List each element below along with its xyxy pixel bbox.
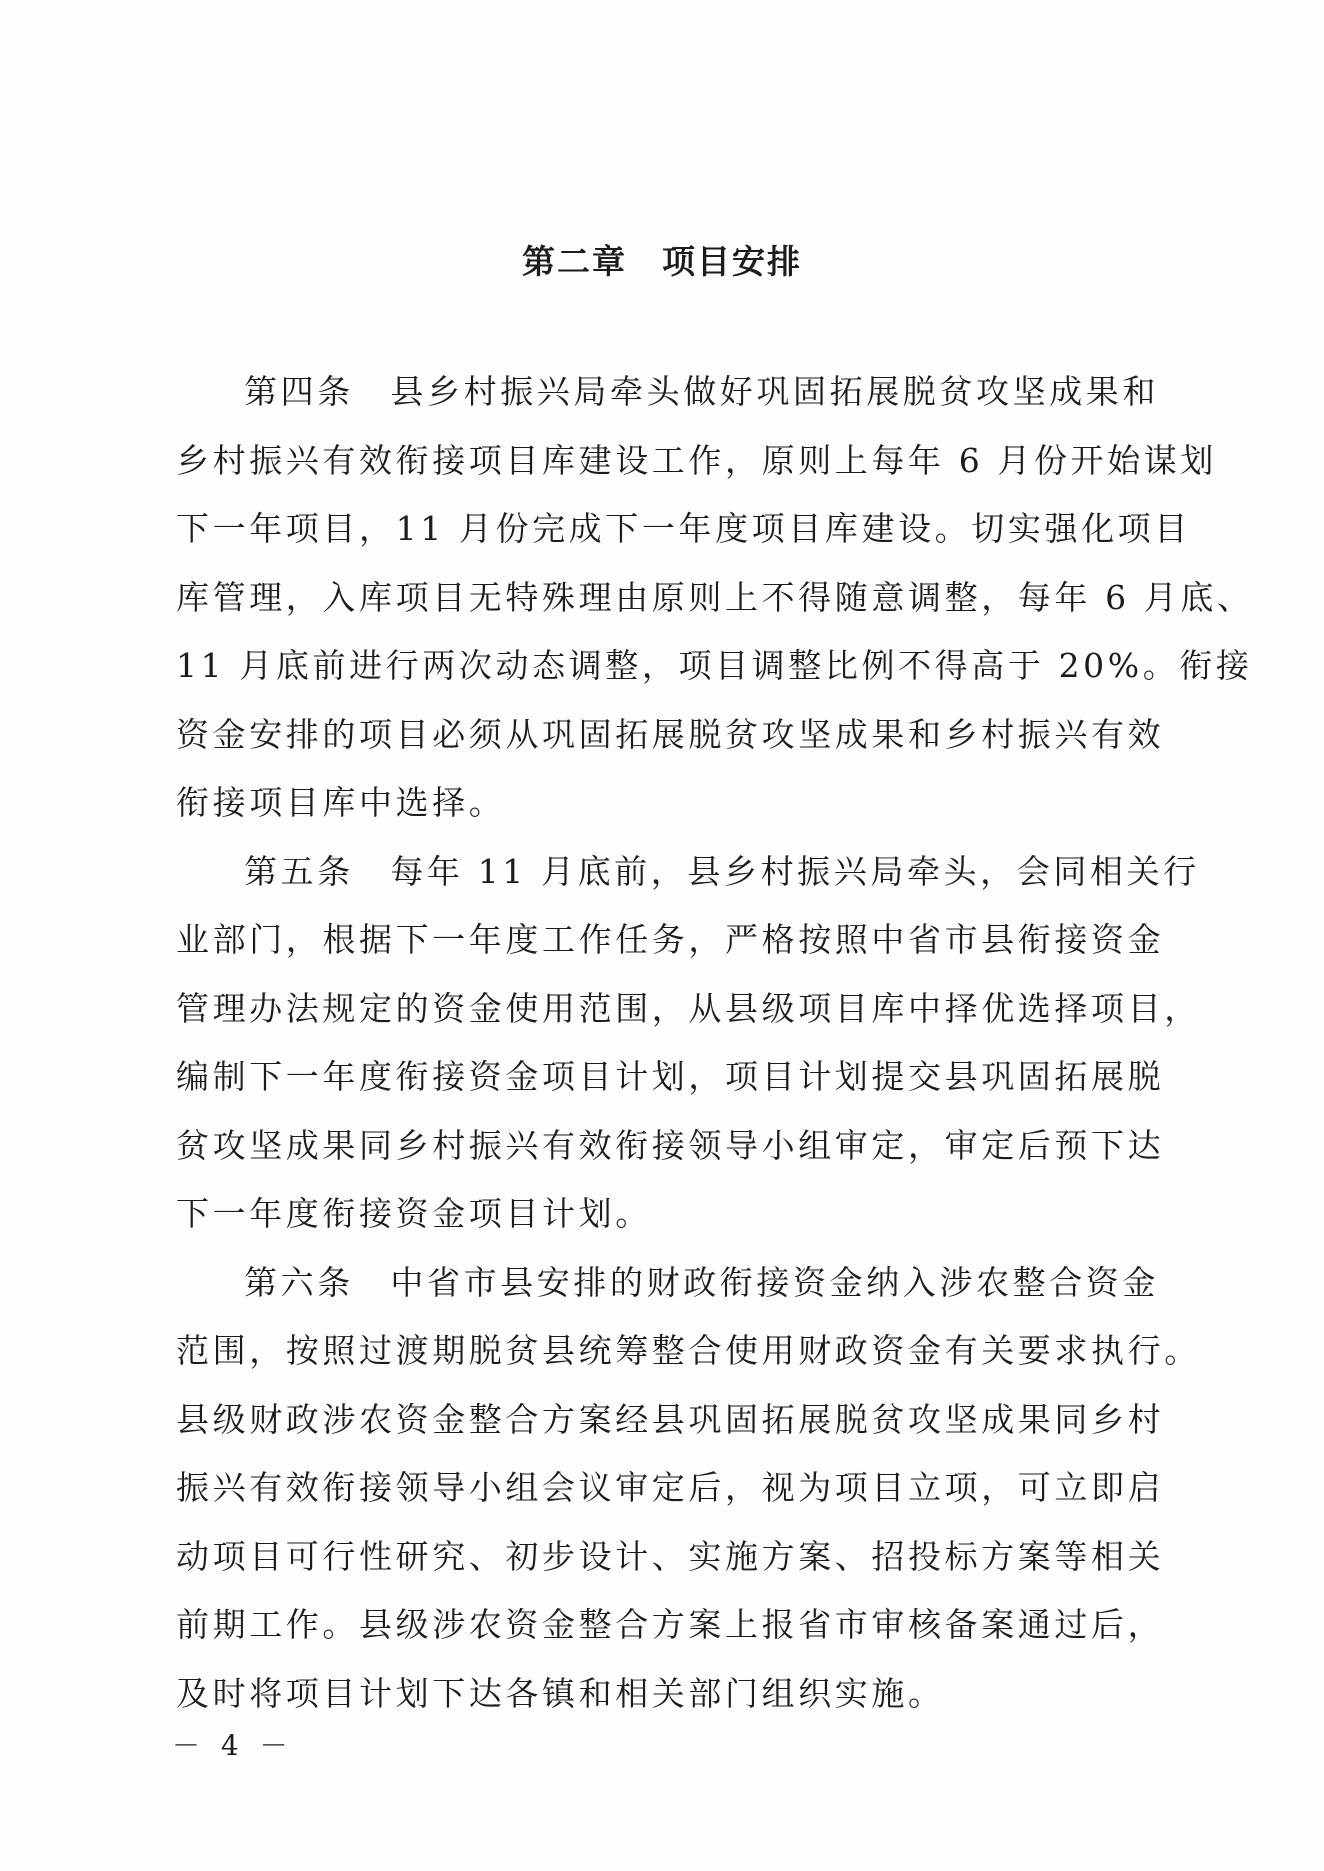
text-line: 11 月底前进行两次动态调整，项目调整比例不得高于 20%。衔接 (176, 646, 1253, 685)
text-line: 资金安排的项目必须从巩固拓展脱贫攻坚成果和乡村振兴有效 (176, 714, 1165, 754)
text-line: 库管理，入库项目无特殊理由原则上不得随意调整，每年 6 月底、 (176, 577, 1254, 617)
text-line: 第六条 中省市县安排的财政衔接资金纳入涉农整合资金 (244, 1262, 1159, 1302)
text-line: 第四条 县乡村振兴局牵头做好巩固拓展脱贫攻坚成果和 (244, 372, 1159, 411)
text-line: 下一年项目，11 月份完成下一年度项目库建设。切实强化项目 (176, 509, 1191, 548)
text-line: 范围，按照过渡期脱贫县统筹整合使用财政资金有关要求执行。 (176, 1331, 1201, 1370)
text-line: 县级财政涉农资金整合方案经县巩固拓展脱贫攻坚成果同乡村 (176, 1399, 1165, 1439)
text-line: 及时将项目计划下达各镇和相关部门组织实施。 (176, 1673, 945, 1713)
text-line: 业部门，根据下一年度工作任务，严格按照中省市县衔接资金 (176, 920, 1165, 959)
body-text (176, 358, 1254, 1728)
page-number: － 4 － (172, 1729, 294, 1762)
text-line: 前期工作。县级涉农资金整合方案上报省市审核备案通过后， (176, 1605, 1165, 1644)
chapter-title: 第二章 项目安排 (522, 242, 802, 281)
text-line: 管理办法规定的资金使用范围，从县级项目库中择优选择项目， (176, 988, 1201, 1028)
article-4 (176, 358, 1254, 838)
text-line: 振兴有效衔接领导小组会议审定后，视为项目立项，可立即启 (176, 1468, 1165, 1507)
text-line: 第五条 每年 11 月底前，县乡村振兴局牵头，会同相关行 (244, 851, 1200, 891)
text-line: 编制下一年度衔接资金项目计划，项目计划提交县巩固拓展脱 (176, 1057, 1165, 1096)
article-6 (176, 1249, 1201, 1729)
text-line: 动项目可行性研究、初步设计、实施方案、招投标方案等相关 (176, 1536, 1165, 1576)
text-line: 下一年度衔接资金项目计划。 (176, 1194, 652, 1233)
text-line: 乡村振兴有效衔接项目库建设工作，原则上每年 6 月份开始谋划 (176, 440, 1217, 480)
text-line: 贫攻坚成果同乡村振兴有效衔接领导小组审定，审定后预下达 (176, 1125, 1165, 1165)
article-5 (176, 838, 1201, 1249)
text-line: 衔接项目库中选择。 (176, 783, 506, 822)
